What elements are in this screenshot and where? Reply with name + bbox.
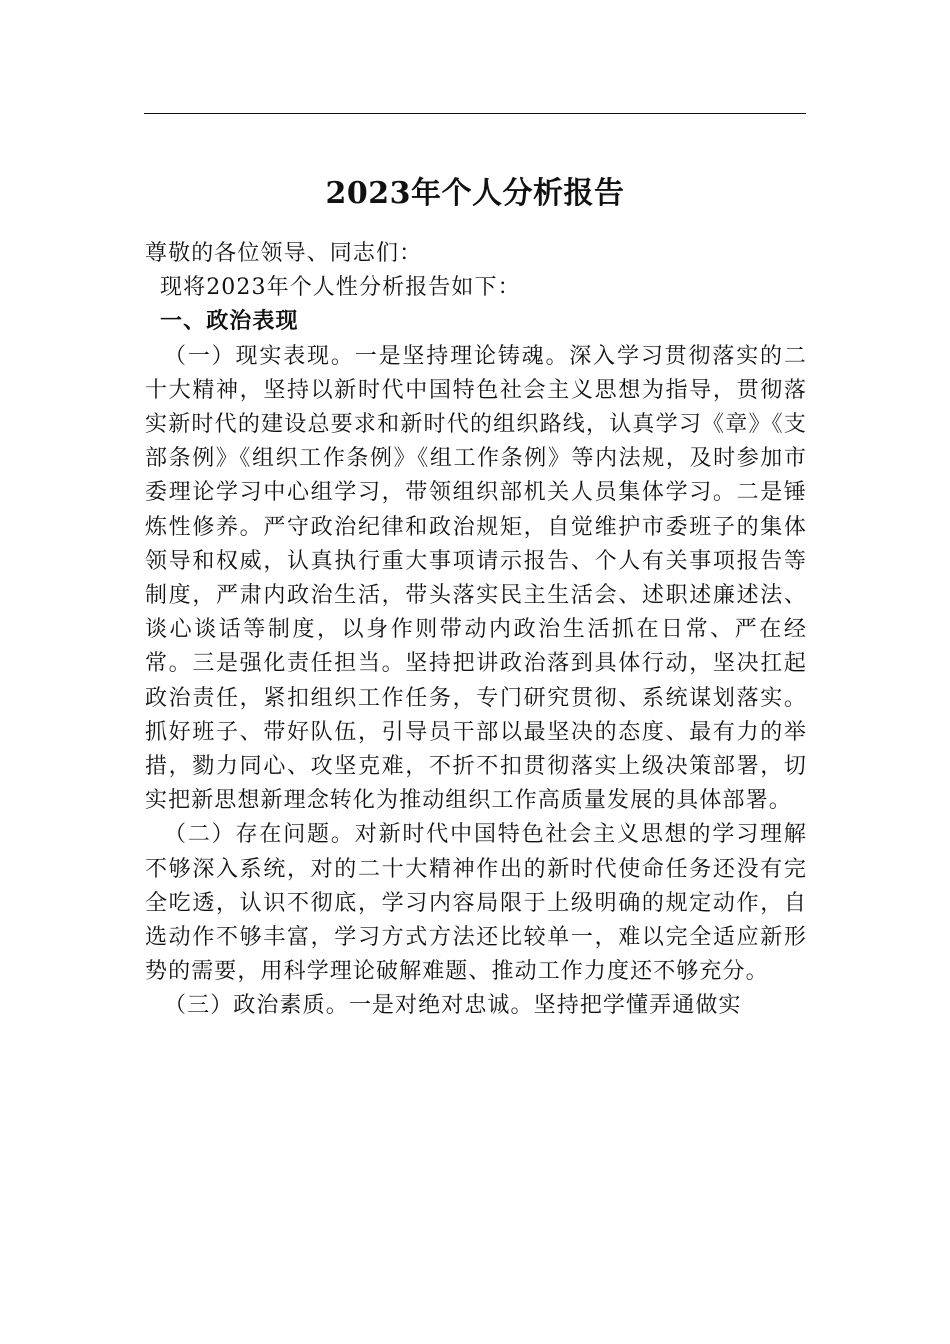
subheading-lead: （一）现实表现。 <box>164 343 355 369</box>
subheading-lead: （三）政治素质。 <box>164 993 349 1019</box>
paragraph-text: 一是坚持理论铸魂。深入学习贯彻落实的二十大精神，坚持以新时代中国特色社会主义思想为指导，贯彻落实新时代的建设总要求和新时代的组织路线，认真学习《章》《支部条例》《组织工作条例》《组工作条例》等内法规，及时参加市委理论学习中心组学习，带领组织部机关人员集体学习。二是锤炼性修养。严守政治纪律和政治规矩，自觉维护市委班子的集体领导和权威，认真执行重大事项请示报告、个人有关事项报告等制度，严肃内政治生活，带头落实民主生活会、述职述廉述法、谈心谈话等制度，以身作则带动内政治生活抓在日常、严在经常。三是强化责任担当。坚持把讲政治落到具体行动，坚决扛起政治责任，紧扣组织工作任务，专门研究贯彻、系统谋划落实。抓好班子、带好队伍，引导员干部以最坚决的态度、最有力的举措，勠力同心、攻坚克难，不折不扣贯彻落实上级决策部署，切实把新思想新理念转化为推动组织工作高质量发展的具体部署。 <box>145 343 807 814</box>
header-rule <box>144 113 806 114</box>
paragraph-political-performance <box>145 340 807 819</box>
section-heading: 一、政治表现 <box>160 309 299 335</box>
subheading-lead: （二）存在问题。 <box>164 822 355 848</box>
document-title: 2023年个人分析报告 <box>325 176 625 211</box>
paragraph-text: 一是对绝对忠诚。坚持把学懂弄通做实 <box>348 993 742 1019</box>
intro-line: 现将2023年个人性分析报告如下： <box>160 275 521 301</box>
paragraph-text: 对新时代中国特色社会主义思想的学习理解不够深入系统，对的二十大精神作出的新时代使命任务还没有完全吃透，认识不彻底，学习内容局限于上级明确的规定动作，自选动作不够丰富，学习方式方法还比较单一，难以完全适应新形势的需要，用科学理论破解难题、推动工作力度还不够充分。 <box>145 822 807 985</box>
document-body <box>145 237 807 1024</box>
paragraph-existing-problems <box>145 818 807 989</box>
salutation: 尊敬的各位领导、同志们： <box>145 241 423 266</box>
paragraph-political-quality <box>145 989 807 1023</box>
